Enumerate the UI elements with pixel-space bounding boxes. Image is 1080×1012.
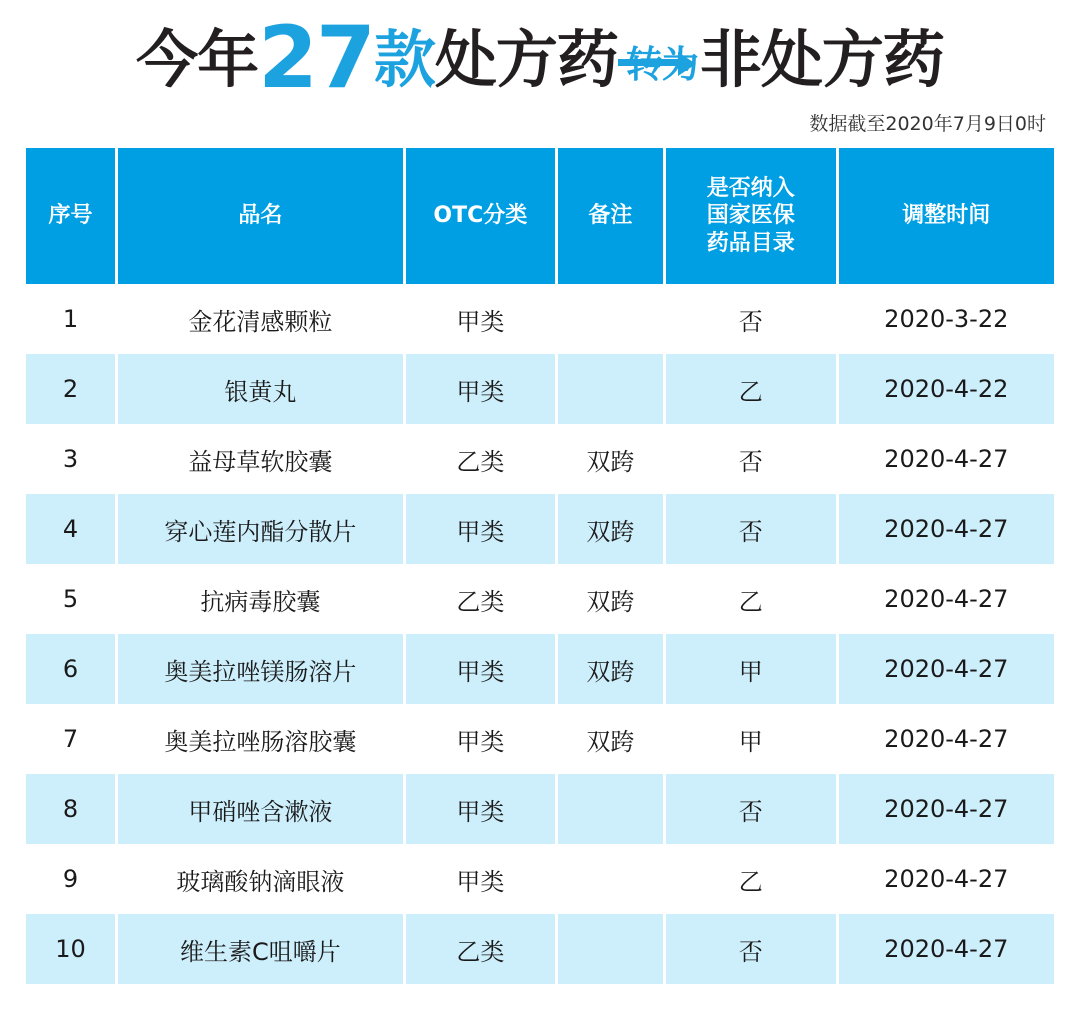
cell-name: 益母草软胶囊 bbox=[116, 424, 404, 494]
table-container bbox=[0, 148, 1080, 984]
cell-name: 奥美拉唑镁肠溶片 bbox=[116, 634, 404, 704]
table-row bbox=[26, 494, 1054, 564]
page-title bbox=[0, 0, 1080, 108]
table-body bbox=[26, 284, 1054, 984]
cell-name: 穿心莲内酯分散片 bbox=[116, 494, 404, 564]
cell-otc: 乙类 bbox=[404, 564, 556, 634]
data-cutoff-note: 数据截至2020年7月9日0时 bbox=[809, 113, 1046, 136]
title-number: 27 bbox=[258, 8, 374, 108]
cell-insurance: 否 bbox=[664, 774, 837, 844]
cell-otc: 甲类 bbox=[404, 284, 556, 354]
cell-note bbox=[556, 354, 664, 424]
cell-otc: 乙类 bbox=[404, 914, 556, 984]
cell-name: 银黄丸 bbox=[116, 354, 404, 424]
cell-index: 8 bbox=[26, 774, 116, 844]
cell-insurance: 乙 bbox=[664, 564, 837, 634]
column-header-date: 调整时间 bbox=[837, 148, 1054, 284]
table-row bbox=[26, 774, 1054, 844]
cell-date: 2020-4-27 bbox=[837, 634, 1054, 704]
table-row bbox=[26, 424, 1054, 494]
cell-date: 2020-4-27 bbox=[837, 564, 1054, 634]
table-row bbox=[26, 284, 1054, 354]
drug-table bbox=[26, 148, 1054, 984]
cell-index: 5 bbox=[26, 564, 116, 634]
cell-note: 双跨 bbox=[556, 494, 664, 564]
table-header-row bbox=[26, 148, 1054, 284]
cell-date: 2020-4-27 bbox=[837, 774, 1054, 844]
cell-otc: 甲类 bbox=[404, 494, 556, 564]
cell-otc: 乙类 bbox=[404, 424, 556, 494]
title-part4: 非处方药 bbox=[699, 23, 944, 97]
cell-note: 双跨 bbox=[556, 704, 664, 774]
cell-otc: 甲类 bbox=[404, 354, 556, 424]
cell-index: 7 bbox=[26, 704, 116, 774]
cell-name: 奥美拉唑肠溶胶囊 bbox=[116, 704, 404, 774]
cell-name: 甲硝唑含漱液 bbox=[116, 774, 404, 844]
cell-index: 4 bbox=[26, 494, 116, 564]
column-header-insurance-line3: 药品目录 bbox=[706, 230, 795, 256]
cell-insurance: 否 bbox=[664, 284, 837, 354]
title-part2: 款 bbox=[373, 23, 435, 97]
cell-date: 2020-4-27 bbox=[837, 424, 1054, 494]
cell-index: 1 bbox=[26, 284, 116, 354]
cell-date: 2020-4-27 bbox=[837, 914, 1054, 984]
cell-otc: 甲类 bbox=[404, 704, 556, 774]
cell-insurance: 甲 bbox=[664, 634, 837, 704]
table-row bbox=[26, 914, 1054, 984]
column-header-note: 备注 bbox=[556, 148, 664, 284]
table-row bbox=[26, 354, 1054, 424]
cell-index: 3 bbox=[26, 424, 116, 494]
cell-insurance: 否 bbox=[664, 914, 837, 984]
cell-date: 2020-4-22 bbox=[837, 354, 1054, 424]
cell-index: 2 bbox=[26, 354, 116, 424]
table-row bbox=[26, 844, 1054, 914]
cell-note bbox=[556, 844, 664, 914]
cell-insurance: 否 bbox=[664, 424, 837, 494]
column-header-insurance-line2: 国家医保 bbox=[706, 203, 795, 229]
cell-index: 10 bbox=[26, 914, 116, 984]
cell-note: 双跨 bbox=[556, 634, 664, 704]
column-header-insurance bbox=[664, 148, 837, 284]
cell-insurance: 乙 bbox=[664, 844, 837, 914]
cell-insurance: 甲 bbox=[664, 704, 837, 774]
table-row bbox=[26, 704, 1054, 774]
cell-insurance: 乙 bbox=[664, 354, 837, 424]
cell-name: 金花清感颗粒 bbox=[116, 284, 404, 354]
cell-note bbox=[556, 284, 664, 354]
table-row bbox=[26, 564, 1054, 634]
cell-note: 双跨 bbox=[556, 564, 664, 634]
cell-note bbox=[556, 914, 664, 984]
cell-note bbox=[556, 774, 664, 844]
title-part1: 今年 bbox=[136, 23, 259, 97]
column-header-index: 序号 bbox=[26, 148, 116, 284]
cell-date: 2020-4-27 bbox=[837, 704, 1054, 774]
cell-otc: 甲类 bbox=[404, 634, 556, 704]
cell-name: 维生素C咀嚼片 bbox=[116, 914, 404, 984]
cell-otc: 甲类 bbox=[404, 774, 556, 844]
cell-insurance: 否 bbox=[664, 494, 837, 564]
cell-date: 2020-4-27 bbox=[837, 494, 1054, 564]
cell-index: 9 bbox=[26, 844, 116, 914]
title-mid: 转为 bbox=[625, 43, 698, 87]
column-header-otc: OTC分类 bbox=[404, 148, 556, 284]
cell-note: 双跨 bbox=[556, 424, 664, 494]
cell-name: 抗病毒胶囊 bbox=[116, 564, 404, 634]
title-part3: 处方药 bbox=[434, 23, 618, 97]
column-header-insurance-line1: 是否纳入 bbox=[706, 175, 795, 201]
cell-date: 2020-3-22 bbox=[837, 284, 1054, 354]
cell-otc: 甲类 bbox=[404, 844, 556, 914]
column-header-name: 品名 bbox=[116, 148, 404, 284]
cell-date: 2020-4-27 bbox=[837, 844, 1054, 914]
cell-index: 6 bbox=[26, 634, 116, 704]
table-row bbox=[26, 634, 1054, 704]
cell-name: 玻璃酸钠滴眼液 bbox=[116, 844, 404, 914]
